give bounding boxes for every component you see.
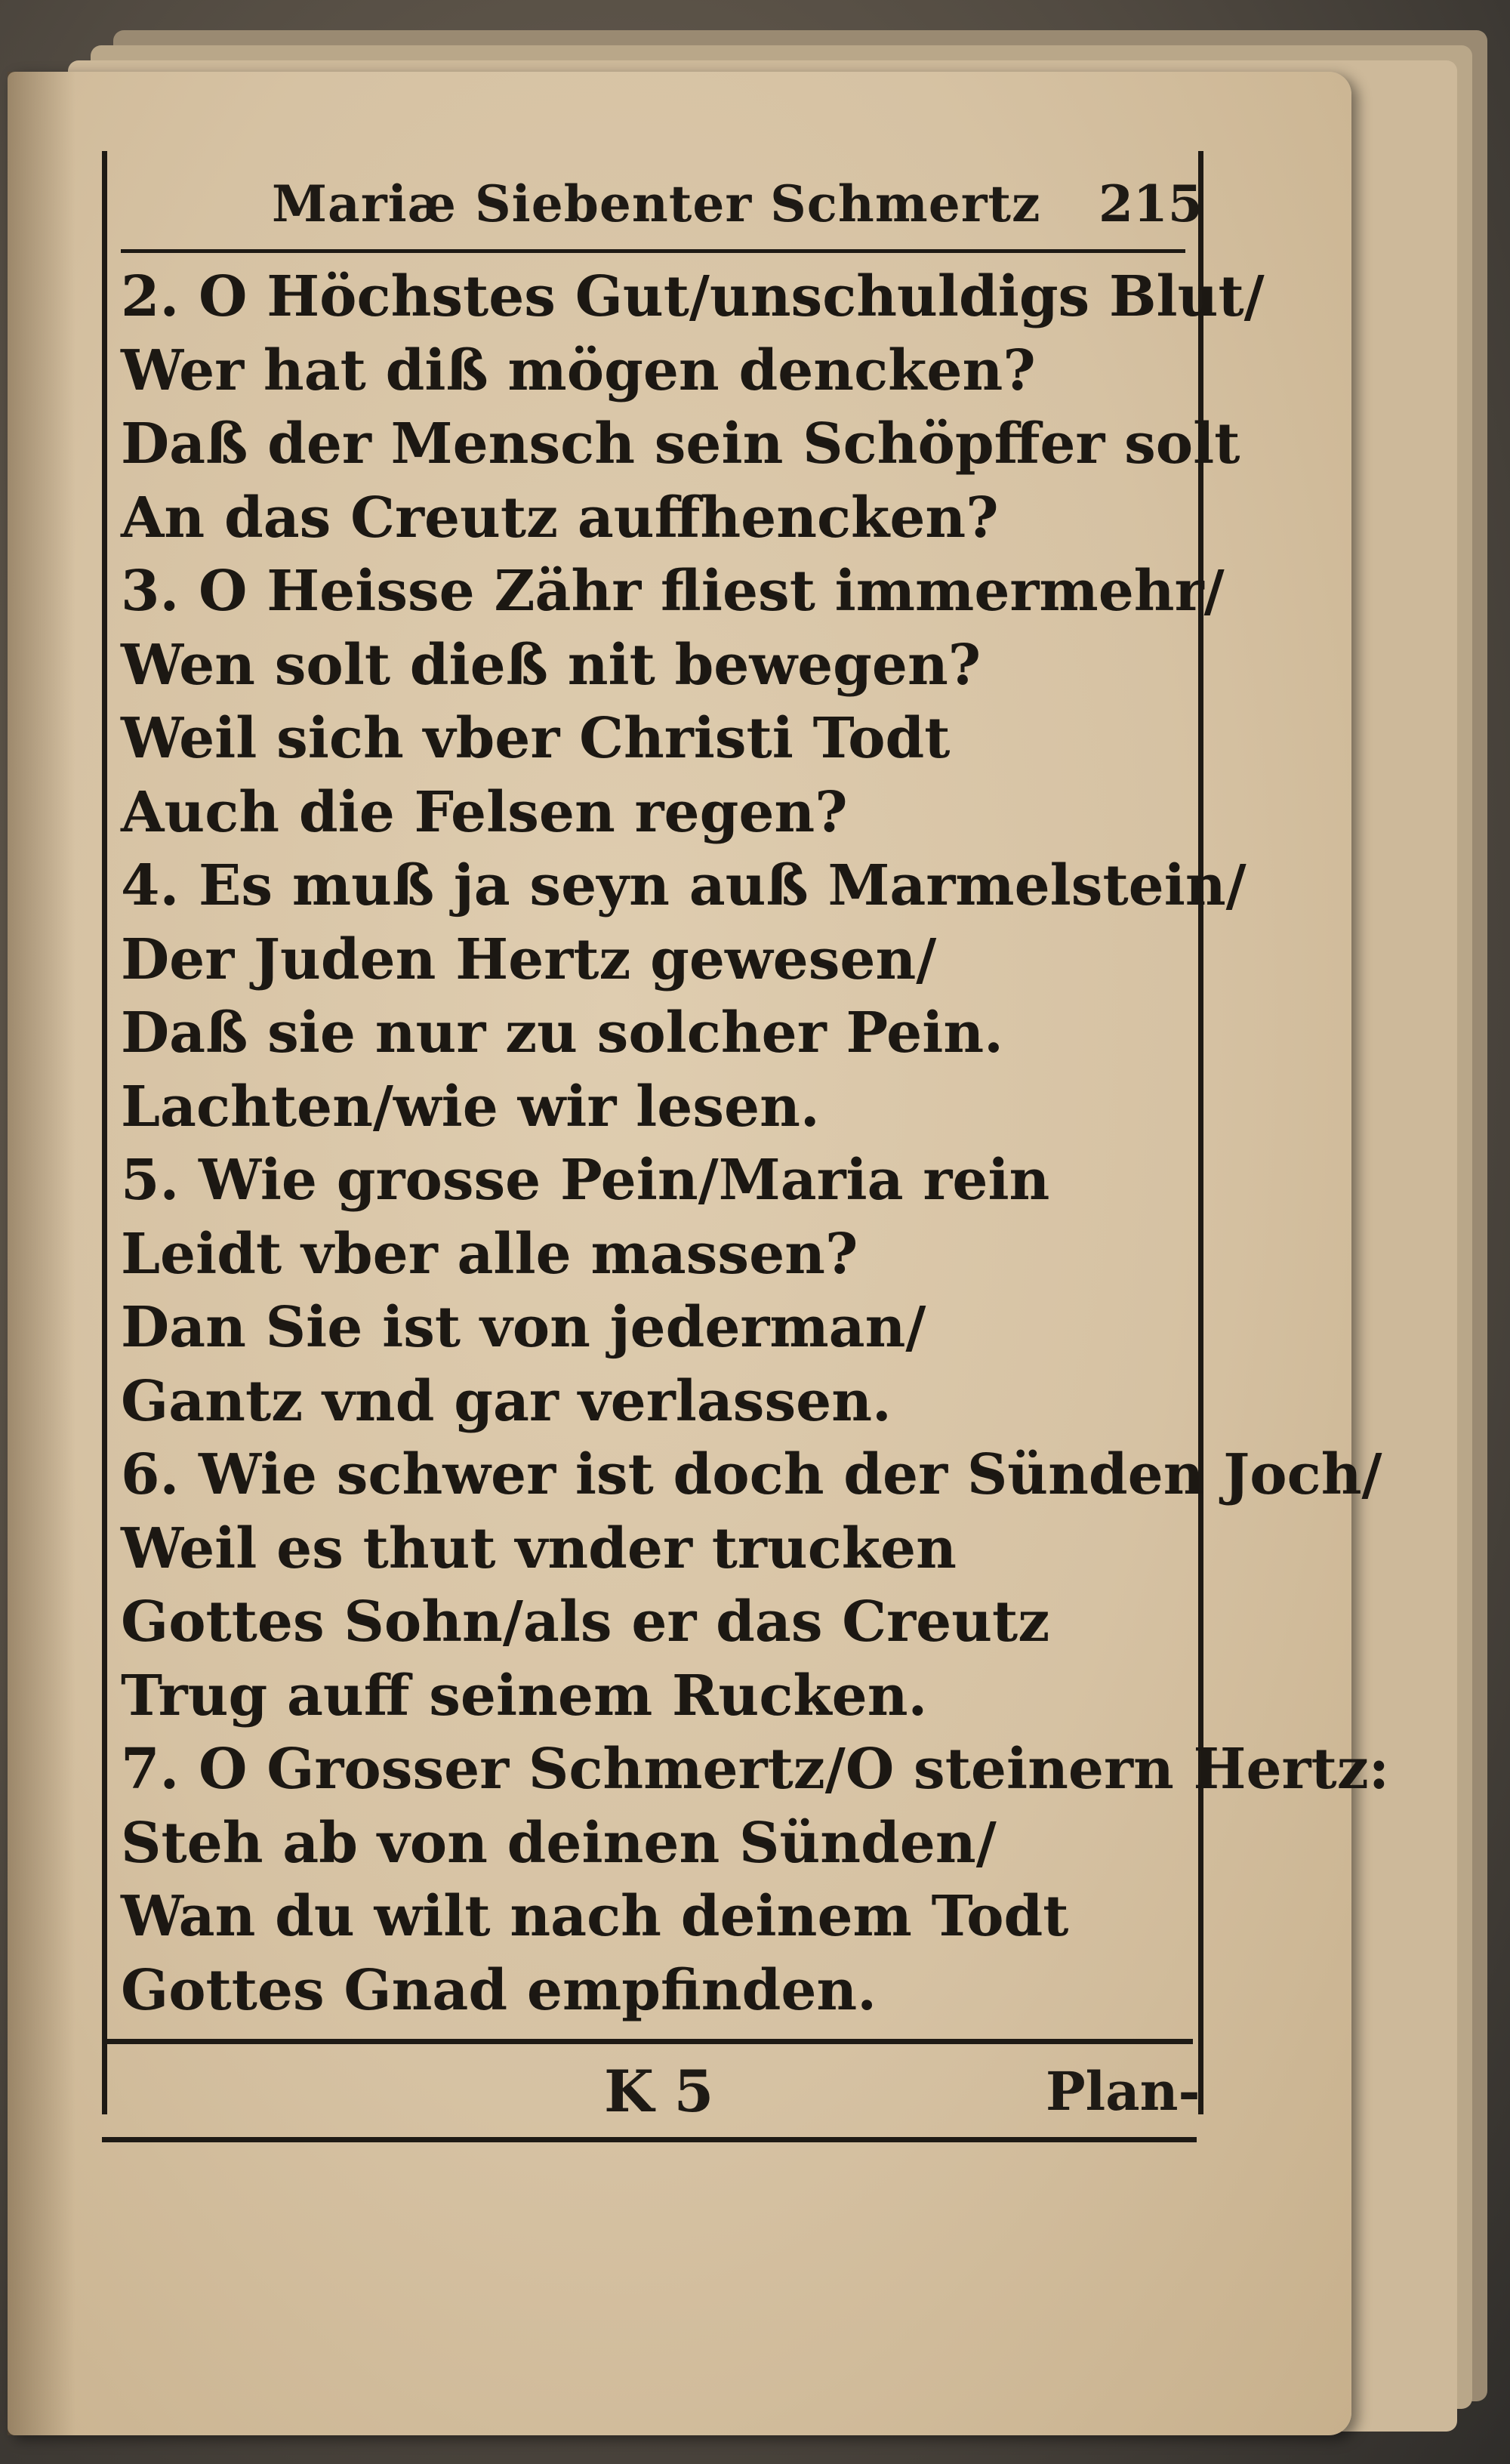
- page-number: 215: [1099, 174, 1203, 233]
- verse-line: 2. O Höchstes Gut/unschuldigs Blut/: [121, 264, 1265, 329]
- verse-line: Gantz vnd gar verlassen.: [121, 1368, 892, 1434]
- verse-line: Weil sich vber Christi Todt: [121, 706, 951, 771]
- verse-line: Dan Sie ist von jederman/: [121, 1295, 926, 1360]
- catchword: Plan-: [1046, 2060, 1200, 2123]
- verse-line: Daß sie nur zu solcher Pein.: [121, 1001, 1003, 1065]
- verse-line: Auch die Felsen regen?: [121, 779, 848, 845]
- verse-line: Weil es thut vnder trucken: [121, 1516, 957, 1581]
- verse-line: 3. O Heisse Zähr fliest immermehr/: [121, 559, 1225, 624]
- running-head: Mariæ Siebenter Schmertz: [272, 174, 1041, 233]
- verse-line: Leidt vber alle massen?: [121, 1221, 858, 1287]
- verse-line: 5. Wie grosse Pein/Maria rein: [121, 1148, 1050, 1213]
- verse-line: Trug auff seinem Rucken.: [121, 1663, 928, 1729]
- verse-line: Wan du wilt nach deinem Todt: [121, 1884, 1069, 1949]
- verse-text: [121, 261, 1390, 2035]
- footer-rule: [106, 2039, 1193, 2044]
- verse-line: 4. Es muß ja seyn auß Marmelstein/: [121, 853, 1247, 918]
- verse-line: Daß der Mensch sein Schöpffer solt: [121, 412, 1240, 476]
- verse-line: Wen solt dieß nit bewegen?: [121, 632, 982, 698]
- verse-line: Lachten/wie wir lesen.: [121, 1074, 820, 1139]
- page-gutter-shadow: [8, 72, 76, 2435]
- verse-line: Gottes Sohn/als er das Creutz: [121, 1590, 1050, 1654]
- verse-line: An das Creutz auffhencken?: [121, 485, 999, 550]
- verse-line: Steh ab von deinen Sünden/: [121, 1810, 997, 1876]
- verse-line: 7. O Grosser Schmertz/O steinern Hertz:: [121, 1737, 1390, 1802]
- verse-line: Gottes Gnad empfinden.: [121, 1957, 877, 2023]
- signature-mark: K 5: [604, 2058, 714, 2125]
- verse-line: Wer hat diß mögen dencken?: [121, 338, 1036, 403]
- frame-bottom-rule: [102, 2137, 1197, 2142]
- header-rule: [121, 249, 1185, 253]
- verse-line: 6. Wie schwer ist doch der Sünden Joch/: [121, 1442, 1382, 1507]
- verse-line: Der Juden Hertz gewesen/: [121, 927, 937, 992]
